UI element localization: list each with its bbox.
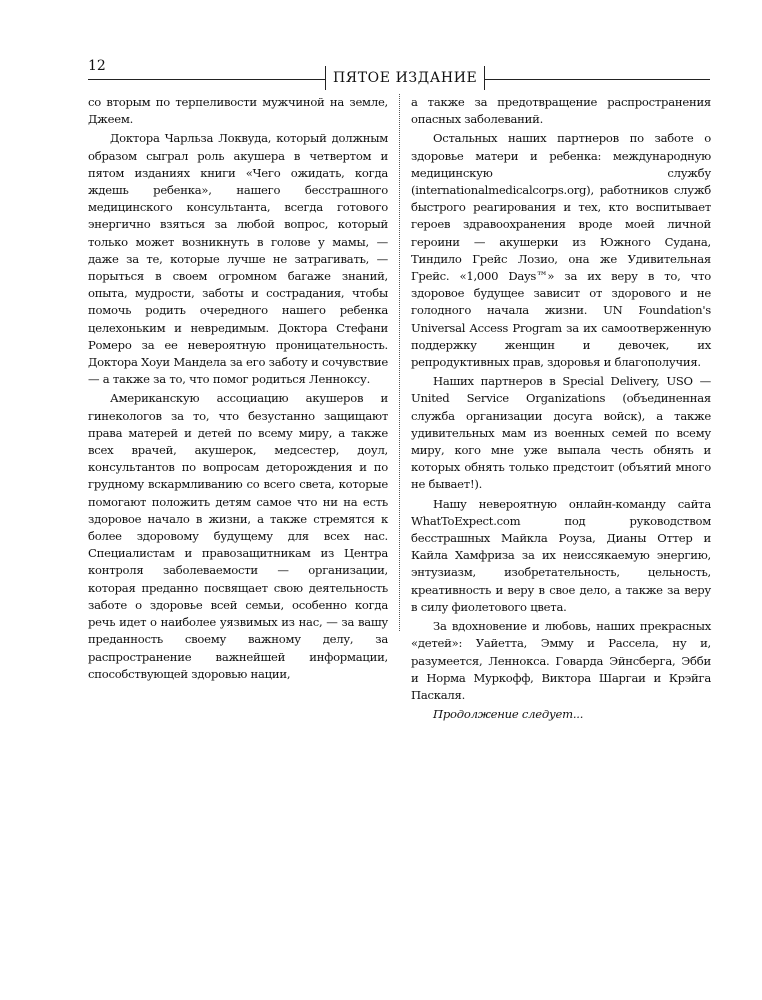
paragraph: а также за предотвращение распространения опасных заболеваний.	[411, 95, 711, 127]
paragraph: Американскую ассоциацию акушеров и гинекологов за то, что безустанно защищают права матерей и детей по всему миру, а также всех врачей, акушерок, медсестер, доул, консультантов по вопросам деторождения и по грудному вскармливанию со всего света, которые помогают положить детям самое что ни на есть здоровое начало в жизни, а также стремятся к более здоровому будущему для всех нас. Специалистам и правозащитникам из Центра контроля заболеваемости — организации, которая преданно посвящает свою деятельность заботе о здоровье всей семьи, особенно когда речь идет о наиболее уязвимых из нас, — за вашу преданность своему важному делу, за распространение важнейшей информации, способствующей здоровью нации,	[88, 391, 388, 681]
paragraph: Доктора Чарльза Локвуда, который должным образом сыграл роль акушера в четвертом и пятом изданиях книги «Чего ожидать, когда ждешь ребенка», нашего бесстрашного медицинского консультанта, всегда готового энергично взяться за любой вопрос, который только может возникнуть в голове у мамы, — даже за те, которые лучше не затрагивать, — порыться в своем огромном багаже знаний, опыта, мудрости, заботы и сострадания, чтобы помочь родить очередного нашего ребенка целехоньким и невредимым. Доктора Стефани Ромеро за ее невероятную проницательность. Доктора Хоуи Мандела за его заботу и сочувствие — а также за то, что помог родиться Ленноксу.	[88, 131, 388, 387]
paragraph: Остальных наших партнеров по заботе о здоровье матери и ребенка: международную медицинскую службу (internationalmedicalcorps.org), работников служб быстрого реагирования и тех, кто воспитывает героев здравоохранения вроде моей личной героини — акушерки из Южного Судана, Тиндило Грейс Лозио, она же Удивительная Грейс. «1,000 Days™» за их веру в то, что здоровое будущее зависит от здорового и не голодного начала жизни. UN Foundation's Universal Access Program за их самоотверженную поддержку женщин и девочек, их репродуктивных прав, здоровья и благополучия.	[411, 131, 711, 370]
paragraph: Наших партнеров в Special Delivery, USO — United Service Organizations (объединенная служба организации досуга войск), а также удивительных мам из военных семей по всему миру, кого мне уже выпала честь обнять и которых обнять только предстоит (объятий много не бывает!).	[411, 374, 711, 492]
closing-line: Продолжение следует...	[433, 707, 584, 722]
left-column	[88, 94, 388, 685]
paragraph: со вторым по терпеливости мужчиной на земле, Джеем.	[88, 95, 388, 127]
column-divider	[399, 94, 400, 631]
page-number: 12	[88, 58, 106, 74]
paragraph: Нашу невероятную онлайн-команду сайта WhatToExpect.com под руководством бесстрашных Майкла Роуза, Дианы Оттер и Кайла Хамфриза за их неиссякаемую энергию, энтузиазм, изобретательность, цельность, креативность и веру в свое дело, а также за веру в силу фиолетового цвета.	[411, 496, 711, 614]
right-column	[411, 94, 711, 725]
paragraph: За вдохновение и любовь, наших прекрасных «детей»: Уайетта, Эмму и Рассела, ну и, разумеется, Леннокса. Говарда Эйнсберга, Эбби и Норма Муркофф, Виктора Шаргаи и Крэйга Паскаля.	[411, 619, 711, 702]
running-title: ПЯТОЕ ИЗДАНИЕ	[325, 66, 485, 90]
